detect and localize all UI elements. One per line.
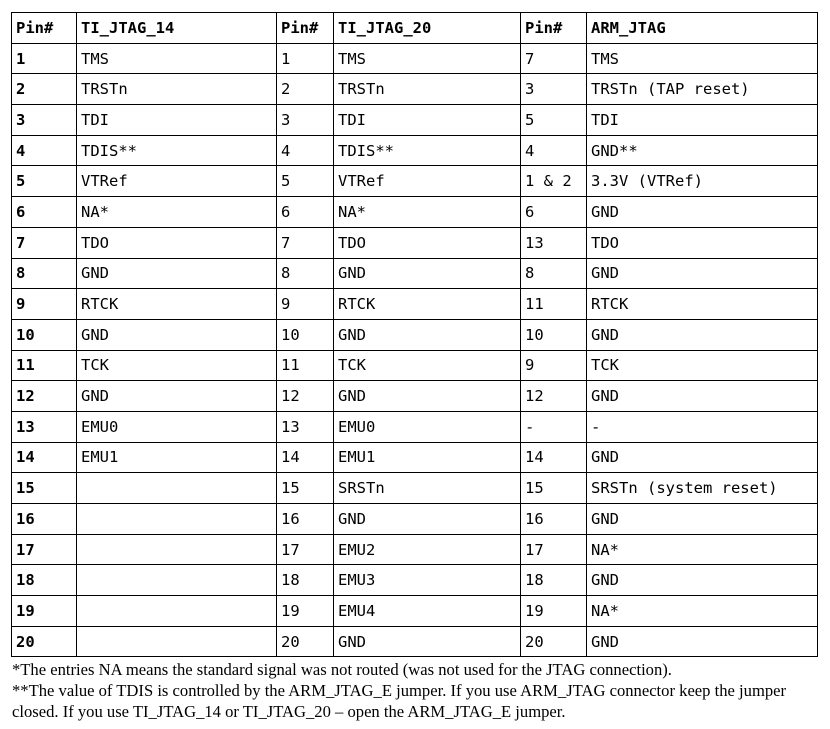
header-pin-ti20: Pin#	[277, 13, 334, 44]
pin-ti20-cell: 15	[277, 473, 334, 504]
arm-jtag-cell: SRSTn (system reset)	[587, 473, 818, 504]
pin-arm-cell: 14	[521, 442, 587, 473]
header-ti-jtag-20: TI_JTAG_20	[334, 13, 521, 44]
pin-arm-cell: 10	[521, 319, 587, 350]
ti-jtag-20-cell: GND	[334, 258, 521, 289]
ti-jtag-14-cell: TCK	[77, 350, 277, 381]
pin-arm-cell: 9	[521, 350, 587, 381]
pin-ti14-cell: 8	[12, 258, 77, 289]
table-row	[12, 135, 818, 166]
header-pin-arm: Pin#	[521, 13, 587, 44]
table-row	[12, 565, 818, 596]
footnote-tdis: **The value of TDIS is controlled by the ARM_JTAG_E jumper. If you use ARM_JTAG connector keep the jumper closed. If you use TI_JTAG_14 or TI_JTAG_20 – open the ARM_JTAG_E jumper.	[12, 681, 787, 722]
pin-ti20-cell: 2	[277, 74, 334, 105]
table-row	[12, 227, 818, 258]
arm-jtag-cell: TCK	[587, 350, 818, 381]
arm-jtag-cell: TDI	[587, 105, 818, 136]
ti-jtag-20-cell: TCK	[334, 350, 521, 381]
arm-jtag-cell: TMS	[587, 43, 818, 74]
ti-jtag-20-cell: VTRef	[334, 166, 521, 197]
table-row	[12, 289, 818, 320]
ti-jtag-14-cell: TDO	[77, 227, 277, 258]
pin-ti20-cell: 3	[277, 105, 334, 136]
pin-ti20-cell: 6	[277, 197, 334, 228]
pin-ti14-cell: 7	[12, 227, 77, 258]
table-row	[12, 258, 818, 289]
table-body	[12, 43, 818, 657]
footnote-na: *The entries NA means the standard signal was not routed (was not used for the JTAG connection).	[12, 660, 672, 680]
ti-jtag-14-cell	[77, 626, 277, 657]
pin-arm-cell: 6	[521, 197, 587, 228]
header-ti-jtag-14: TI_JTAG_14	[77, 13, 277, 44]
table-row	[12, 43, 818, 74]
pin-arm-cell: 16	[521, 504, 587, 535]
pin-arm-cell: 7	[521, 43, 587, 74]
arm-jtag-cell: GND	[587, 626, 818, 657]
ti-jtag-14-cell: GND	[77, 319, 277, 350]
ti-jtag-20-cell: EMU1	[334, 442, 521, 473]
pin-ti14-cell: 1	[12, 43, 77, 74]
pin-ti14-cell: 19	[12, 596, 77, 627]
pin-arm-cell: 1 & 2	[521, 166, 587, 197]
pin-ti14-cell: 15	[12, 473, 77, 504]
ti-jtag-14-cell: NA*	[77, 197, 277, 228]
ti-jtag-14-cell	[77, 596, 277, 627]
header-arm-jtag: ARM_JTAG	[587, 13, 818, 44]
ti-jtag-20-cell: GND	[334, 319, 521, 350]
pin-arm-cell: 20	[521, 626, 587, 657]
ti-jtag-20-cell: EMU2	[334, 534, 521, 565]
pin-ti20-cell: 1	[277, 43, 334, 74]
ti-jtag-20-cell: EMU4	[334, 596, 521, 627]
pin-ti14-cell: 16	[12, 504, 77, 535]
ti-jtag-14-cell: EMU0	[77, 411, 277, 442]
ti-jtag-14-cell: GND	[77, 381, 277, 412]
table-header-row	[12, 13, 818, 44]
pin-ti20-cell: 16	[277, 504, 334, 535]
arm-jtag-cell: GND	[587, 319, 818, 350]
pin-ti20-cell: 19	[277, 596, 334, 627]
header-pin-ti14: Pin#	[12, 13, 77, 44]
pin-arm-cell: 11	[521, 289, 587, 320]
table-row	[12, 319, 818, 350]
ti-jtag-20-cell: GND	[334, 381, 521, 412]
table-row	[12, 626, 818, 657]
pin-ti20-cell: 7	[277, 227, 334, 258]
pin-arm-cell: 8	[521, 258, 587, 289]
pin-ti20-cell: 11	[277, 350, 334, 381]
ti-jtag-14-cell: TMS	[77, 43, 277, 74]
arm-jtag-cell: 3.3V (VTRef)	[587, 166, 818, 197]
ti-jtag-20-cell: RTCK	[334, 289, 521, 320]
arm-jtag-cell: GND	[587, 504, 818, 535]
ti-jtag-14-cell: TDI	[77, 105, 277, 136]
ti-jtag-20-cell: TDI	[334, 105, 521, 136]
pin-ti14-cell: 9	[12, 289, 77, 320]
ti-jtag-20-cell: GND	[334, 504, 521, 535]
ti-jtag-20-cell: TDIS**	[334, 135, 521, 166]
pin-ti20-cell: 12	[277, 381, 334, 412]
ti-jtag-14-cell	[77, 534, 277, 565]
pin-ti20-cell: 13	[277, 411, 334, 442]
ti-jtag-20-cell: SRSTn	[334, 473, 521, 504]
pin-arm-cell: 5	[521, 105, 587, 136]
table-row	[12, 197, 818, 228]
table-row	[12, 411, 818, 442]
arm-jtag-cell: GND**	[587, 135, 818, 166]
table-row	[12, 381, 818, 412]
pin-ti14-cell: 14	[12, 442, 77, 473]
arm-jtag-cell: TRSTn (TAP reset)	[587, 74, 818, 105]
pin-ti14-cell: 5	[12, 166, 77, 197]
footnotes	[11, 659, 817, 722]
pin-ti14-cell: 4	[12, 135, 77, 166]
table-row	[12, 504, 818, 535]
pin-arm-cell: 19	[521, 596, 587, 627]
table-row	[12, 166, 818, 197]
pin-ti14-cell: 3	[12, 105, 77, 136]
pin-ti20-cell: 20	[277, 626, 334, 657]
ti-jtag-20-cell: TRSTn	[334, 74, 521, 105]
pin-ti14-cell: 13	[12, 411, 77, 442]
table-row	[12, 534, 818, 565]
pin-ti14-cell: 12	[12, 381, 77, 412]
ti-jtag-20-cell: NA*	[334, 197, 521, 228]
pin-ti14-cell: 20	[12, 626, 77, 657]
ti-jtag-20-cell: TMS	[334, 43, 521, 74]
pin-arm-cell: 15	[521, 473, 587, 504]
table-row	[12, 596, 818, 627]
arm-jtag-cell: NA*	[587, 534, 818, 565]
ti-jtag-14-cell: RTCK	[77, 289, 277, 320]
table-row	[12, 473, 818, 504]
table-row	[12, 442, 818, 473]
pin-ti20-cell: 5	[277, 166, 334, 197]
arm-jtag-cell: NA*	[587, 596, 818, 627]
pin-ti20-cell: 9	[277, 289, 334, 320]
pin-ti14-cell: 18	[12, 565, 77, 596]
pin-ti20-cell: 14	[277, 442, 334, 473]
pin-ti14-cell: 2	[12, 74, 77, 105]
ti-jtag-20-cell: EMU3	[334, 565, 521, 596]
arm-jtag-cell: RTCK	[587, 289, 818, 320]
pin-ti20-cell: 17	[277, 534, 334, 565]
pin-ti14-cell: 6	[12, 197, 77, 228]
pin-arm-cell: 13	[521, 227, 587, 258]
pin-arm-cell: 4	[521, 135, 587, 166]
ti-jtag-20-cell: TDO	[334, 227, 521, 258]
pin-arm-cell: 12	[521, 381, 587, 412]
arm-jtag-cell: TDO	[587, 227, 818, 258]
table-row	[12, 74, 818, 105]
pin-ti20-cell: 4	[277, 135, 334, 166]
arm-jtag-cell: GND	[587, 565, 818, 596]
ti-jtag-20-cell: EMU0	[334, 411, 521, 442]
pin-ti20-cell: 10	[277, 319, 334, 350]
ti-jtag-14-cell	[77, 473, 277, 504]
table-row	[12, 350, 818, 381]
jtag-pinout-table	[11, 12, 818, 657]
pin-ti14-cell: 10	[12, 319, 77, 350]
arm-jtag-cell: GND	[587, 197, 818, 228]
pin-arm-cell: 3	[521, 74, 587, 105]
pin-ti14-cell: 11	[12, 350, 77, 381]
ti-jtag-14-cell: TDIS**	[77, 135, 277, 166]
ti-jtag-14-cell	[77, 565, 277, 596]
pin-arm-cell: 18	[521, 565, 587, 596]
ti-jtag-14-cell	[77, 504, 277, 535]
ti-jtag-14-cell: VTRef	[77, 166, 277, 197]
ti-jtag-20-cell: GND	[334, 626, 521, 657]
arm-jtag-cell: GND	[587, 381, 818, 412]
ti-jtag-14-cell: TRSTn	[77, 74, 277, 105]
arm-jtag-cell: -	[587, 411, 818, 442]
pin-ti20-cell: 8	[277, 258, 334, 289]
ti-jtag-14-cell: GND	[77, 258, 277, 289]
arm-jtag-cell: GND	[587, 442, 818, 473]
document	[11, 12, 817, 722]
pin-ti14-cell: 17	[12, 534, 77, 565]
ti-jtag-14-cell: EMU1	[77, 442, 277, 473]
pin-arm-cell: -	[521, 411, 587, 442]
pin-arm-cell: 17	[521, 534, 587, 565]
table-row	[12, 105, 818, 136]
arm-jtag-cell: GND	[587, 258, 818, 289]
pin-ti20-cell: 18	[277, 565, 334, 596]
